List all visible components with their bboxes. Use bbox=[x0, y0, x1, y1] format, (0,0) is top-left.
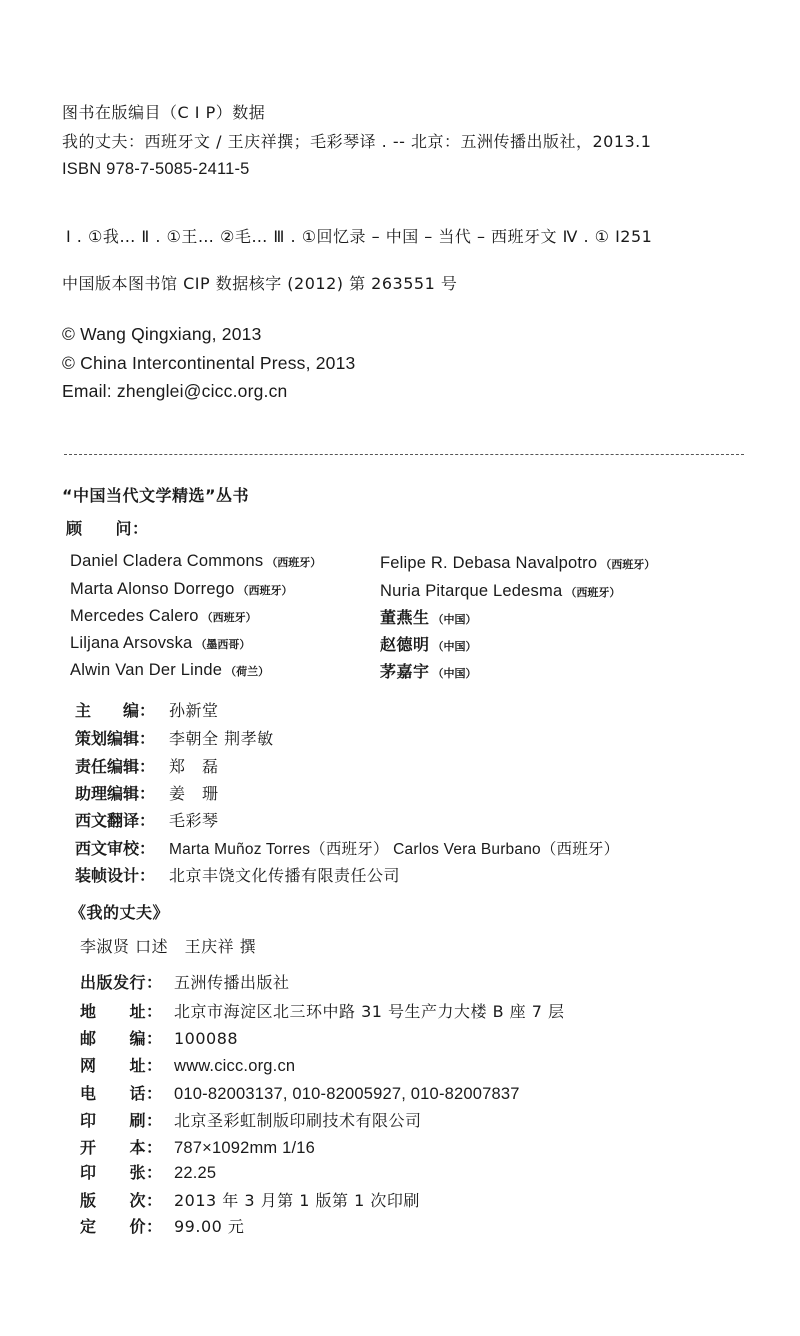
dashed-divider bbox=[64, 454, 744, 455]
detail-row: 开 本： 787×1092mm 1/16 bbox=[80, 1138, 316, 1157]
detail-row: 出版发行： 五洲传播出版社 bbox=[80, 973, 290, 992]
advisor-entry: Alwin Van Der Linde （荷兰） bbox=[70, 661, 270, 679]
staff-row: 西文翻译： 毛彩琴 bbox=[75, 811, 219, 830]
detail-row: 电 话： 010-82003137, 010-82005927, 010-82007837 bbox=[80, 1084, 520, 1103]
cip-isbn: ISBN 978-7-5085-2411-5 bbox=[62, 160, 250, 178]
advisor-entry: 赵德明 （中国） bbox=[380, 635, 477, 654]
cip-library-record: 中国版本图书馆 CIP 数据核字 (2012) 第 263551 号 bbox=[62, 274, 458, 293]
advisor-entry: Nuria Pitarque Ledesma （西班牙） bbox=[380, 582, 621, 600]
detail-row: 邮 编： 100088 bbox=[80, 1029, 239, 1048]
detail-row: 版 次： 2013 年 3 月第 1 版第 1 次印刷 bbox=[80, 1191, 420, 1210]
advisors-label: 顾 问： bbox=[66, 519, 149, 538]
staff-row: 主 编： 孙新堂 bbox=[75, 701, 219, 720]
book-authors: 李淑贤 口述 王庆祥 撰 bbox=[80, 937, 257, 956]
advisor-entry: Marta Alonso Dorrego （西班牙） bbox=[70, 580, 293, 598]
copyright-author: © Wang Qingxiang, 2013 bbox=[62, 324, 262, 344]
copyright-publisher: © China Intercontinental Press, 2013 bbox=[62, 353, 356, 373]
advisor-entry: Daniel Cladera Commons （西班牙） bbox=[70, 552, 322, 570]
detail-row: 定 价： 99.00 元 bbox=[80, 1217, 245, 1236]
staff-row: 西文审校： Marta Muñoz Torres（西班牙） Carlos Vera Burbano（西班牙） bbox=[75, 839, 620, 858]
staff-row: 策划编辑： 李朝全 荆孝敏 bbox=[75, 729, 274, 748]
advisor-entry: 茅嘉宇 （中国） bbox=[380, 662, 477, 681]
series-title: “中国当代文学精选”丛书 bbox=[62, 486, 250, 505]
contact-email: Email: zhenglei@cicc.org.cn bbox=[62, 381, 288, 401]
detail-row: 地 址： 北京市海淀区北三环中路 31 号生产力大楼 B 座 7 层 bbox=[80, 1002, 565, 1021]
cip-heading: 图书在版编目（C I P）数据 bbox=[62, 103, 266, 122]
detail-row: 网 址： www.cicc.org.cn bbox=[80, 1056, 296, 1075]
cip-classification: Ⅰ . ①我… Ⅱ . ①王… ②毛… Ⅲ . ①回忆录 – 中国 – 当代 – 西班牙文 Ⅳ . ① I251 bbox=[66, 227, 653, 246]
advisor-entry: Liljana Arsovska （墨西哥） bbox=[70, 634, 251, 652]
detail-row: 印 刷： 北京圣彩虹制版印刷技术有限公司 bbox=[80, 1111, 422, 1130]
advisor-entry: Felipe R. Debasa Navalpotro （西班牙） bbox=[380, 554, 656, 572]
advisor-entry: Mercedes Calero （西班牙） bbox=[70, 607, 257, 625]
staff-row: 责任编辑： 郑 磊 bbox=[75, 757, 219, 776]
staff-row: 装帧设计： 北京丰饶文化传播有限责任公司 bbox=[75, 866, 401, 885]
book-title: 《我的丈夫》 bbox=[70, 903, 170, 922]
cip-description: 我的丈夫：西班牙文 / 王庆祥撰；毛彩琴译 . -- 北京：五洲传播出版社，2013.1 bbox=[62, 132, 652, 151]
advisor-entry: 董燕生 （中国） bbox=[380, 608, 477, 627]
detail-row: 印 张： 22.25 bbox=[80, 1163, 217, 1182]
staff-row: 助理编辑： 姜 珊 bbox=[75, 784, 219, 803]
